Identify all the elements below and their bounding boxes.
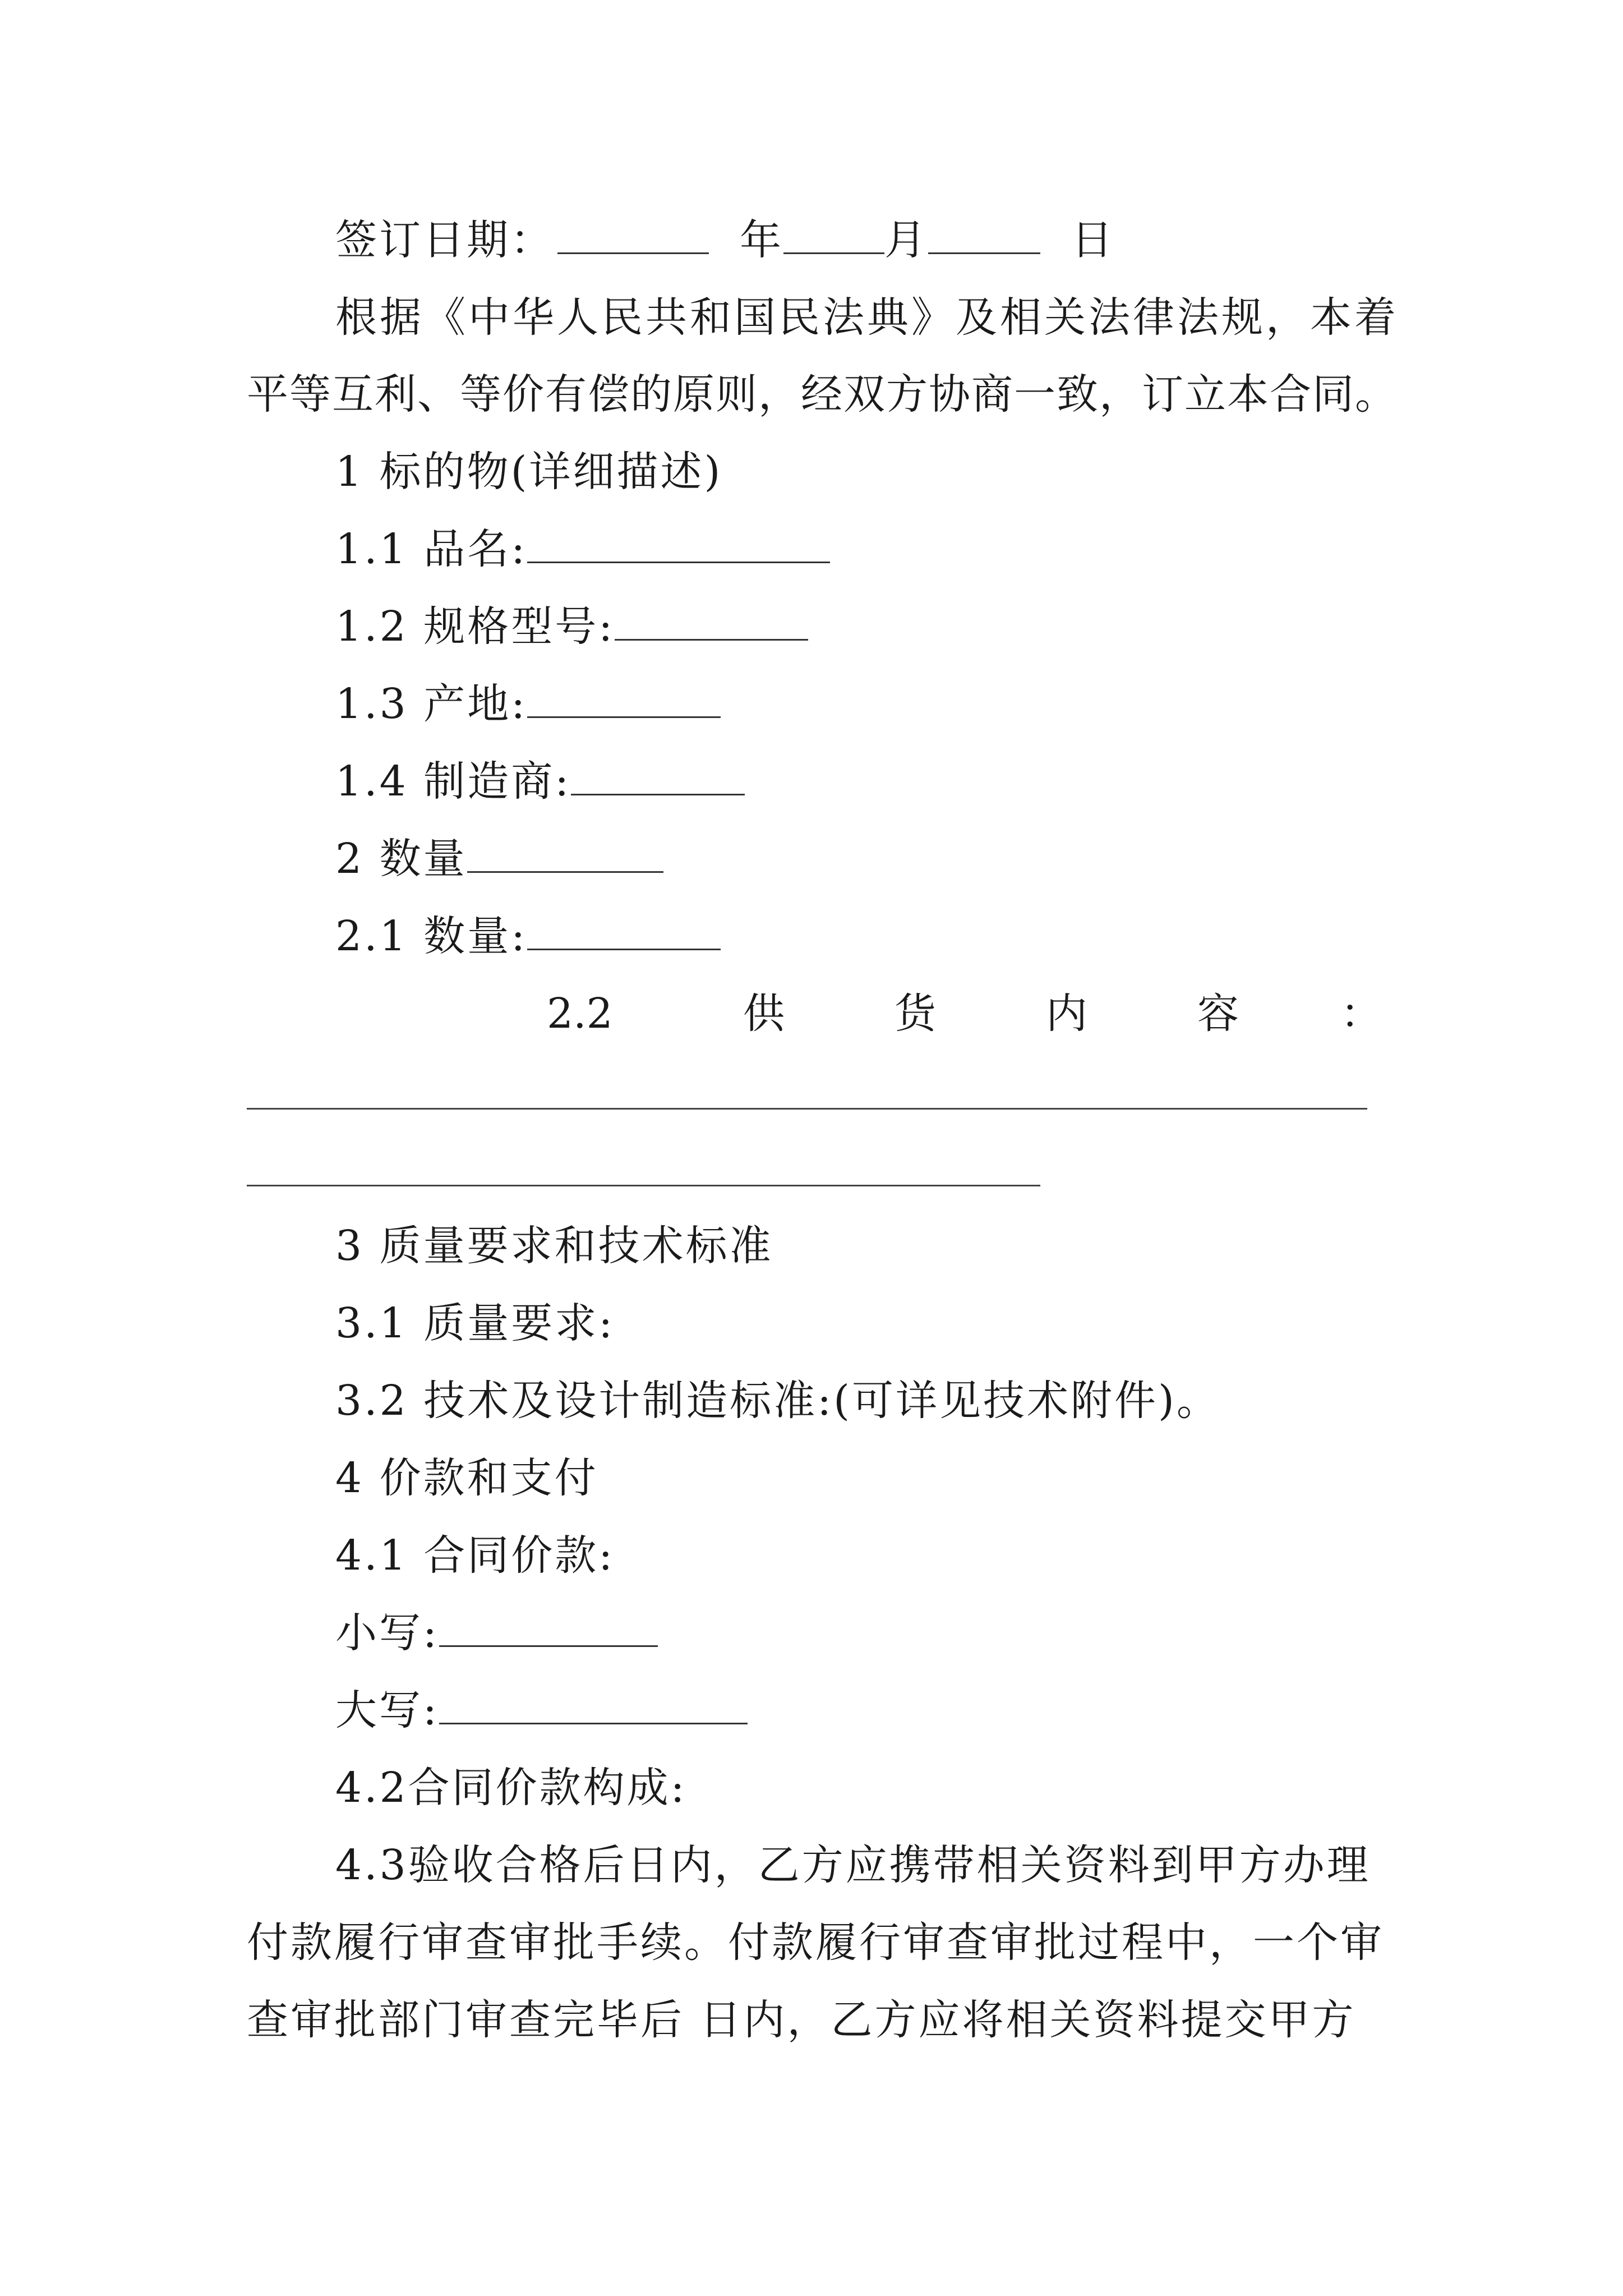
supply-content-blank-2[interactable]	[247, 1185, 1040, 1186]
origin-blank[interactable]	[527, 682, 721, 718]
date-blank-month[interactable]	[783, 218, 884, 254]
section-1-title: 1 标的物(详细描述)	[335, 448, 723, 496]
item-2-2-char-3: 内	[1046, 990, 1087, 1038]
item-2-1-line	[335, 911, 721, 961]
item-1-3-label: 1.3 产地:	[335, 680, 528, 728]
date-blank-day[interactable]	[928, 218, 1040, 254]
item-1-1-line	[335, 524, 830, 574]
item-4-3-line-2: 付款履行审查审批手续。付款履行审查审批过程中，一个审	[247, 1918, 1384, 1967]
item-4-1: 4.1 合同价款:	[335, 1531, 615, 1580]
lower-case-label: 小写:	[335, 1609, 439, 1657]
item-2-2-char-2: 货	[895, 990, 936, 1038]
section-3-title: 3 质量要求和技术标准	[335, 1222, 773, 1270]
item-4-3-line-1: 4.3验收合格后日内，乙方应携带相关资料到甲方办理	[335, 1841, 1371, 1889]
section-2-title-line	[335, 834, 663, 884]
item-2-2-number: 2.2	[547, 990, 613, 1038]
section-2-title: 2 数量	[335, 835, 467, 883]
date-blank-year[interactable]	[557, 218, 709, 254]
item-1-2-label: 1.2 规格型号:	[335, 602, 615, 651]
month-label: 月	[884, 216, 929, 264]
model-spec-blank[interactable]	[615, 604, 808, 641]
item-3-2: 3.2 技术及设计制造标准:(可详见技术附件)。	[335, 1377, 1220, 1425]
intro-line-2: 平等互利、等价有偿的原则，经双方协商一致，订立本合同。	[247, 370, 1398, 418]
intro-line-1: 根据《中华人民共和国民法典》及相关法律法规，本着	[335, 293, 1399, 342]
lower-case-amount-line	[335, 1608, 658, 1658]
product-name-blank[interactable]	[527, 527, 830, 563]
upper-case-amount-blank[interactable]	[439, 1688, 748, 1724]
item-1-3-line	[335, 679, 721, 729]
lower-case-amount-blank[interactable]	[439, 1611, 658, 1647]
upper-case-label: 大写:	[335, 1686, 439, 1734]
manufacturer-blank[interactable]	[571, 759, 745, 795]
section-4-title: 4 价款和支付	[335, 1454, 598, 1502]
upper-case-amount-line	[335, 1685, 748, 1736]
item-2-2-colon: ：	[1340, 990, 1382, 1038]
year-label: 年	[740, 216, 784, 264]
item-1-4-line	[335, 756, 745, 807]
item-1-4-label: 1.4 制造商:	[335, 757, 571, 806]
day-label: 日	[1071, 216, 1115, 264]
item-3-1: 3.1 质量要求:	[335, 1299, 615, 1347]
item-1-1-label: 1.1 品名:	[335, 525, 528, 573]
item-1-2-line	[335, 601, 808, 652]
supply-content-blank-1[interactable]	[247, 1108, 1367, 1110]
item-2-2-char-1: 供	[743, 990, 785, 1038]
item-4-2: 4.2合同价款构成:	[335, 1764, 687, 1812]
item-2-2-char-4: 容	[1197, 990, 1239, 1038]
quantity-title-blank[interactable]	[467, 836, 663, 873]
signing-date-line	[335, 215, 1115, 265]
item-2-1-label: 2.1 数量:	[335, 912, 528, 960]
quantity-blank[interactable]	[527, 914, 721, 950]
signing-date-label: 签订日期：	[335, 216, 554, 264]
item-4-3-line-3: 查审批部门审查完毕后 日内，乙方应将相关资料提交甲方	[247, 1996, 1356, 2044]
